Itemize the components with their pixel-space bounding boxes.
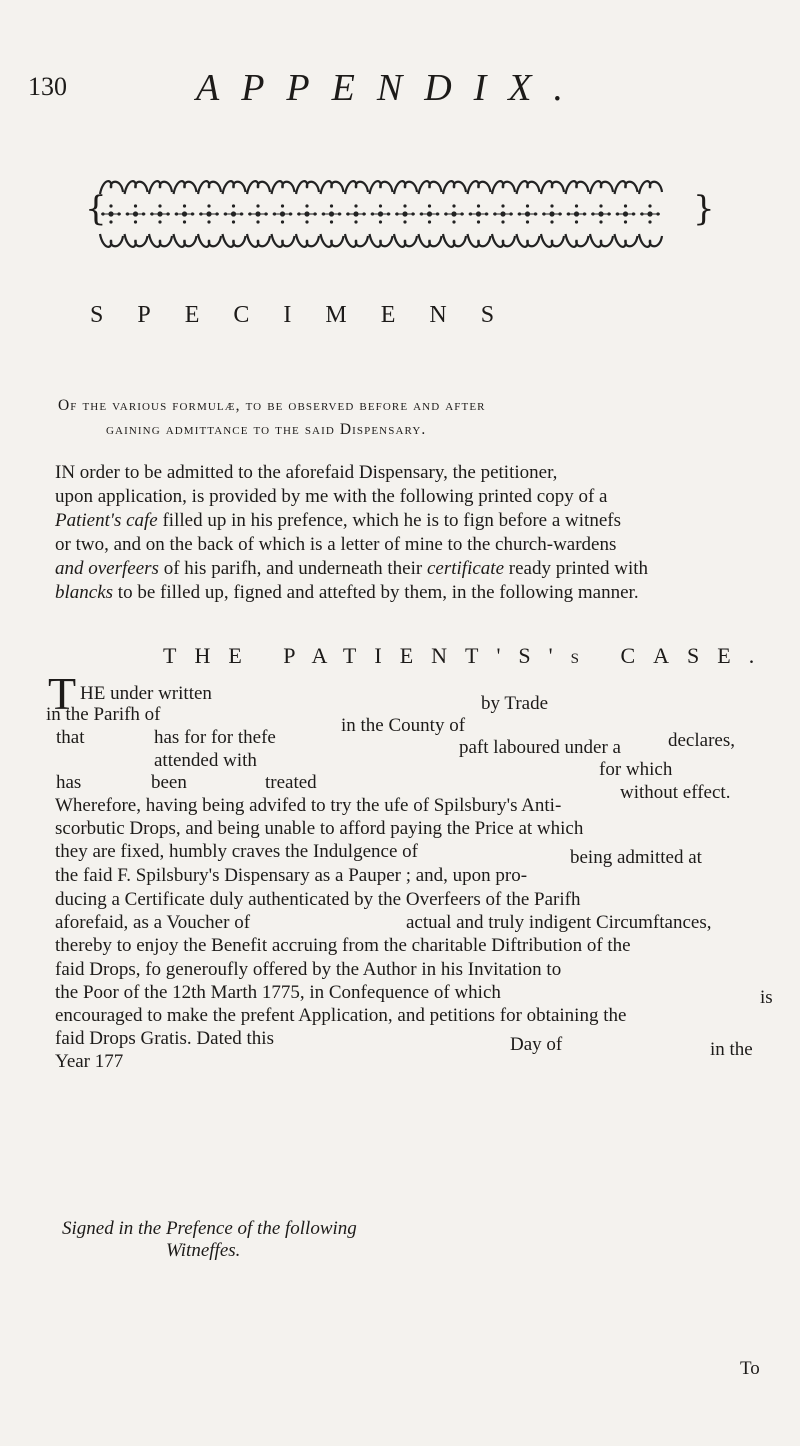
ornament-flower xyxy=(175,204,195,223)
decorative-border xyxy=(85,170,715,260)
ornament-scroll xyxy=(149,181,172,194)
case-body-line: aforefaid, as a Voucher of xyxy=(55,912,251,933)
ornament-scroll xyxy=(615,234,638,247)
ornament-scroll xyxy=(639,181,662,194)
form-text: has for for thefe xyxy=(154,727,276,748)
form-text: has xyxy=(56,772,82,793)
form-text: attended with xyxy=(154,750,257,771)
ornament-middle-row xyxy=(101,204,660,223)
intro-line-2: upon application, is provided by me with the following printed copy of a xyxy=(55,486,608,507)
ornament-scroll xyxy=(345,234,368,247)
ornament-flower xyxy=(224,204,244,223)
ornament-flower xyxy=(420,204,440,223)
ornament-scroll xyxy=(394,181,417,194)
form-text: HE under written xyxy=(80,683,212,704)
ornament-scroll xyxy=(419,181,442,194)
ornament-scroll xyxy=(443,234,466,247)
section-title: SPECIMENS xyxy=(90,302,529,328)
case-body-line: the faid F. Spilsbury's Dispensary as a Pauper ; and, upon pro- xyxy=(55,865,528,886)
drop-cap: T xyxy=(48,668,77,719)
form-text: declares, xyxy=(668,730,735,751)
ornament-flower xyxy=(150,204,170,223)
case-body-line: thereby to enjoy the Benefit accruing from the charitable Diftribution of the xyxy=(55,935,631,956)
ornament-left-bracket: { xyxy=(85,189,107,229)
ornament-flower xyxy=(542,204,562,223)
ornament-flower xyxy=(346,204,366,223)
witnesses-line: Witneffes. xyxy=(166,1240,241,1261)
form-text: treated xyxy=(265,772,317,793)
case-body-line: the Poor of the 12th Marth 1775, in Confequence of which xyxy=(55,982,501,1003)
ornament-flower xyxy=(591,204,611,223)
intro-line-4: or two, and on the back of which is a letter of mine to the church-wardens xyxy=(55,534,617,555)
page-number: 130 xyxy=(28,72,67,101)
intro-line-1: IN order to be admitted to the aforefaid Dispensary, the petitioner, xyxy=(55,462,558,483)
form-text: by Trade xyxy=(481,693,549,714)
form-text: without effect. xyxy=(620,782,731,803)
ornament-scroll xyxy=(174,234,197,247)
subtitle-line-2: gaining admittance to the said Dispensary. xyxy=(106,421,427,438)
ornament-scroll xyxy=(468,234,491,247)
ornament-scroll xyxy=(100,234,123,247)
ornament-right-bracket: } xyxy=(693,189,715,229)
ornament-scroll xyxy=(345,181,368,194)
form-text: that xyxy=(56,727,85,748)
case-body-line: faid Drops, fo generoufly offered by the Author in his Invitation to xyxy=(55,959,562,980)
ornament-flower xyxy=(322,204,342,223)
ornament-flower xyxy=(126,204,146,223)
ornament-scroll xyxy=(370,181,393,194)
ornament-scroll xyxy=(615,181,638,194)
ornament-bottom-row xyxy=(100,234,662,247)
form-text: paft laboured under a xyxy=(459,737,621,758)
ornament-scroll xyxy=(541,234,564,247)
ornament-scroll xyxy=(272,181,295,194)
ornament-scroll xyxy=(370,234,393,247)
intro-line-3: Patient's cafe filled up in his prefence, which he is to fign before a witnefs xyxy=(55,510,621,531)
ornament-scroll xyxy=(566,234,589,247)
ornament-flower xyxy=(469,204,489,223)
ornament-scroll xyxy=(223,181,246,194)
ornament-scroll xyxy=(468,181,491,194)
ornament-flower xyxy=(444,204,464,223)
ornament-scroll xyxy=(590,181,613,194)
ornament-scroll xyxy=(296,181,319,194)
case-body-line: Year 177 xyxy=(55,1051,124,1072)
ornament-scroll xyxy=(272,234,295,247)
case-body-line: actual and truly indigent Circumftances, xyxy=(406,912,712,933)
ornament-flower xyxy=(395,204,415,223)
ornament-scroll xyxy=(590,234,613,247)
ornament-flower xyxy=(640,204,660,223)
ornament-scroll xyxy=(541,181,564,194)
ornament-scroll xyxy=(394,234,417,247)
catchword: To xyxy=(740,1358,760,1379)
ornament-scroll xyxy=(125,234,148,247)
ornament-scroll xyxy=(492,234,515,247)
case-body-line: Day of xyxy=(510,1034,563,1055)
intro-line-6: blancks to be filled up, figned and attefted by them, in the following manner. xyxy=(55,582,639,603)
ornament-scroll xyxy=(174,181,197,194)
ornament-flower xyxy=(493,204,513,223)
intro-line-5: and overfeers of his parifh, and underneath their certificate ready printed with xyxy=(55,558,649,579)
ornament-scroll xyxy=(321,234,344,247)
case-body-line: scorbutic Drops, and being unable to afford paying the Price at which xyxy=(55,818,584,839)
ornament-scroll xyxy=(296,234,319,247)
case-body-line: encouraged to make the prefent Application, and petitions for obtaining the xyxy=(55,1005,627,1026)
signed-line: Signed in the Prefence of the following xyxy=(62,1218,357,1239)
case-body-line: is xyxy=(760,987,773,1008)
form-text: in the Parifh of xyxy=(46,704,161,725)
case-body-line: faid Drops Gratis. Dated this xyxy=(55,1028,274,1049)
subtitle-line-1: Of the various formulæ, to be observed before and after xyxy=(58,397,486,414)
case-body-line: in the xyxy=(710,1039,753,1060)
ornament-flower xyxy=(371,204,391,223)
case-body-line: Wherefore, having being advifed to try the ufe of Spilsbury's Anti- xyxy=(55,795,562,816)
running-head: APPENDIX. xyxy=(196,67,586,109)
ornament-top-row xyxy=(100,181,662,194)
form-text: in the County of xyxy=(341,715,466,736)
case-body-line: they are fixed, humbly craves the Indulgence of xyxy=(55,841,418,862)
ornament-scroll xyxy=(639,234,662,247)
ornament-scroll xyxy=(443,181,466,194)
ornament-scroll xyxy=(517,234,540,247)
ornament-flower xyxy=(567,204,587,223)
ornament-scroll xyxy=(223,234,246,247)
ornament-flower xyxy=(616,204,636,223)
form-text: been xyxy=(151,772,187,793)
case-title: THE PATIENT'S's CASE. xyxy=(163,643,773,668)
ornament-scroll xyxy=(198,234,221,247)
ornament-scroll xyxy=(149,234,172,247)
ornament-flower xyxy=(273,204,293,223)
ornament-scroll xyxy=(321,181,344,194)
ornament-flower xyxy=(518,204,538,223)
ornament-scroll xyxy=(492,181,515,194)
ornament-scroll xyxy=(419,234,442,247)
ornament-flower xyxy=(297,204,317,223)
ornament-flower xyxy=(199,204,219,223)
ornament-scroll xyxy=(198,181,221,194)
case-body-line: ducing a Certificate duly authenticated by the Overfeers of the Parifh xyxy=(55,889,581,910)
case-body-line: being admitted at xyxy=(570,847,702,868)
ornament-flower xyxy=(248,204,268,223)
form-text: for which xyxy=(599,759,673,780)
ornament-scroll xyxy=(247,234,270,247)
ornament-scroll xyxy=(566,181,589,194)
ornament-scroll xyxy=(125,181,148,194)
ornament-scroll xyxy=(247,181,270,194)
ornament-scroll xyxy=(517,181,540,194)
